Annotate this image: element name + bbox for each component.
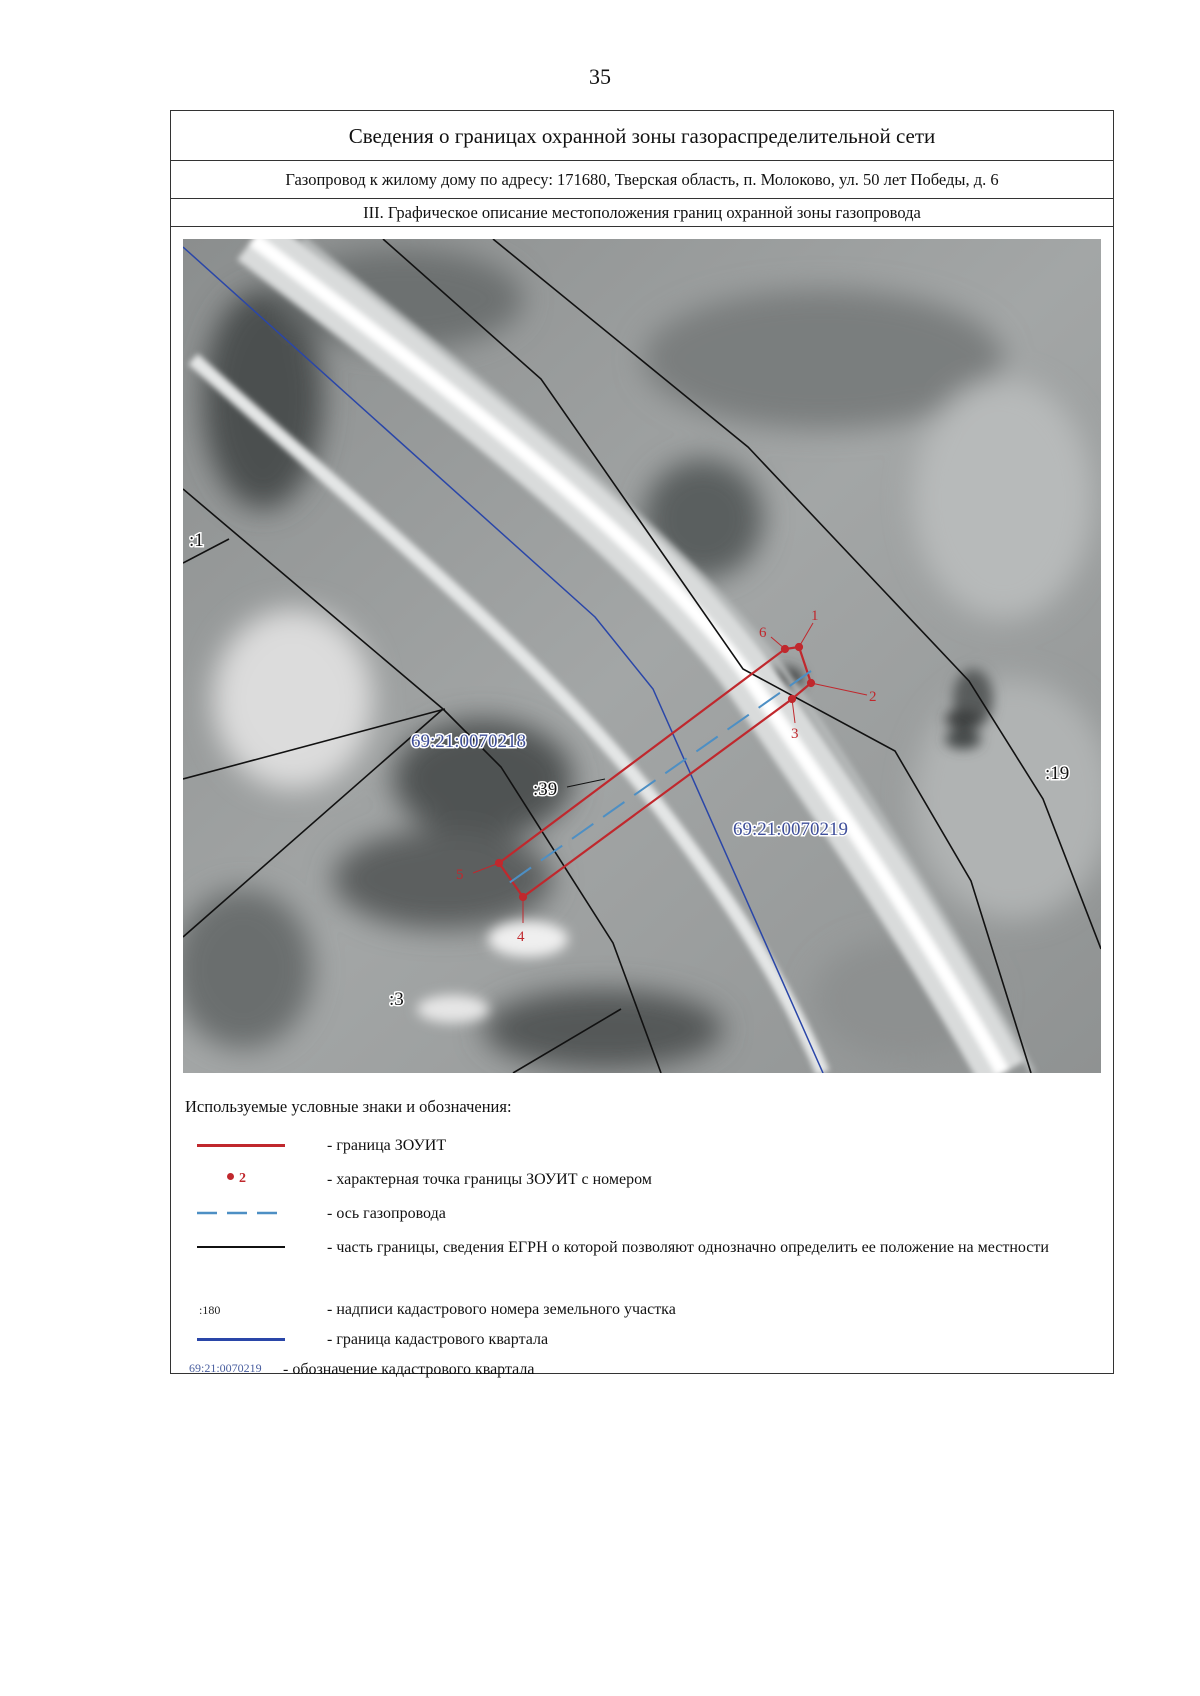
point-label-5: 5 xyxy=(456,867,464,883)
quarter-label-70219: 69:21:0070219 xyxy=(733,819,849,840)
legend-symbol-parcel-label xyxy=(185,1295,303,1323)
legend-text: - характерная точка границы ЗОУИТ с номером xyxy=(327,1171,652,1188)
parcel-label-1: :1 xyxy=(189,530,204,551)
legend-symbol-blue-line xyxy=(185,1325,303,1353)
section-heading: III. Графическое описание местоположения границ охранной зоны газопровода xyxy=(171,199,1113,227)
legend-text: - граница кадастрового квартала xyxy=(327,1331,549,1348)
legend-text: - обозначение кадастрового квартала xyxy=(283,1361,535,1378)
quarter-label-70218: 69:21:0070218 xyxy=(411,731,527,752)
map-panel xyxy=(183,239,1101,1073)
legend-item-quarter-boundary xyxy=(171,1325,1111,1353)
legend-text: - часть границы, сведения ЕГРН о которой позволяют однозначно определить ее положение на местности xyxy=(327,1239,1049,1256)
legend-parcel-sample: :180 xyxy=(199,1303,221,1317)
legend-item-quarter-label xyxy=(171,1355,1111,1383)
legend-point-sample: 2 xyxy=(239,1171,246,1186)
page-number: 35 xyxy=(589,64,611,89)
point-label-4: 4 xyxy=(517,929,525,945)
map-svg xyxy=(183,239,1101,1073)
point-label-1: 1 xyxy=(811,608,819,624)
point-label-6: 6 xyxy=(759,625,767,641)
legend-item-zone-point xyxy=(171,1165,1111,1193)
object-description: Газопровод к жилому дому по адресу: 171680, Тверская область, п. Молоково, ул. 50 лет Победы, д. 6 xyxy=(171,161,1113,199)
legend-item-pipeline-axis xyxy=(171,1199,1111,1227)
legend-quarter-sample: 69:21:0070219 xyxy=(189,1361,262,1375)
legend-heading: Используемые условные знаки и обозначения: xyxy=(185,1097,512,1116)
parcel-label-39: :39 xyxy=(533,779,558,800)
legend-item-parcel-label xyxy=(171,1295,1111,1323)
legend-text: - надписи кадастрового номера земельного участка xyxy=(327,1301,676,1318)
point-label-2: 2 xyxy=(869,689,877,705)
legend-text: - ось газопровода xyxy=(327,1205,446,1222)
legend-symbol-dashed-line xyxy=(185,1199,303,1227)
parcel-label-19: :19 xyxy=(1045,763,1070,784)
legend-item-zone-boundary xyxy=(171,1131,1111,1159)
legend-symbol-red-line xyxy=(185,1131,303,1159)
document-title: Сведения о границах охранной зоны газораспределительной сети xyxy=(171,111,1113,161)
legend-item-parcel-boundary xyxy=(171,1233,1111,1283)
document-sheet xyxy=(170,110,1114,1378)
legend-symbol-red-point xyxy=(185,1165,303,1193)
parcel-label-3: :3 xyxy=(389,989,404,1010)
point-label-3: 3 xyxy=(791,726,799,742)
legend-text: - граница ЗОУИТ xyxy=(327,1137,447,1154)
aerial-image xyxy=(183,239,1101,1073)
legend-symbol-black-line xyxy=(185,1233,303,1261)
